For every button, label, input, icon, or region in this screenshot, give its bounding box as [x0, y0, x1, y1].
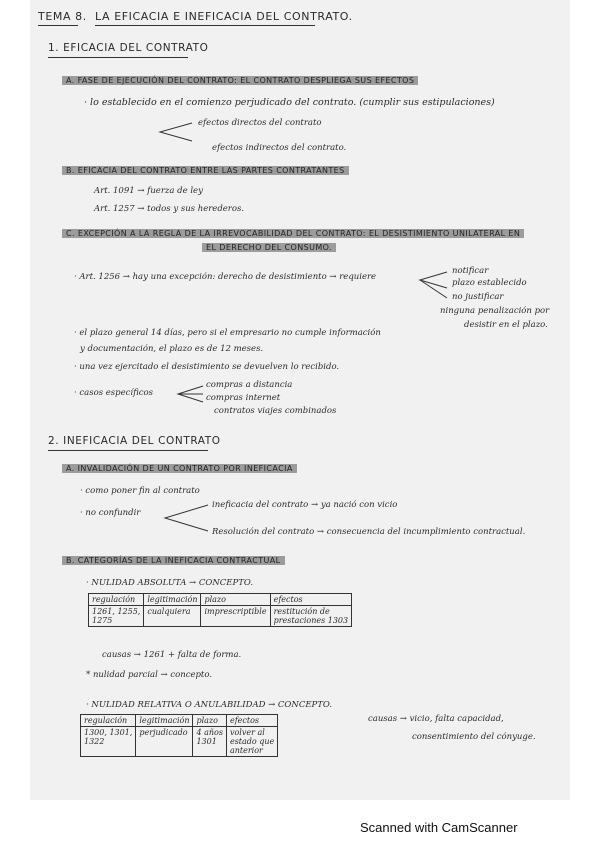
- section-2a-bullet-fin: · como poner fin al contrato: [80, 486, 200, 496]
- table-cell: restitución de prestaciones 1303: [270, 606, 352, 627]
- title-underline: [95, 25, 315, 26]
- table-cell: perjudicado: [136, 727, 193, 757]
- section-2-heading: 2. INEFICACIA DEL CONTRATO: [48, 435, 221, 447]
- plazo-general-line1: · el plazo general 14 días, pero si el empresario no cumple información: [74, 328, 381, 338]
- branch-ineficacia: ineficacia del contrato → ya nació con vicio: [212, 500, 398, 510]
- section-2-underline: [48, 450, 208, 451]
- section-1b-highlight: B. EFICACIA DEL CONTRATO ENTRE LAS PARTES CONTRATANTES: [62, 166, 349, 175]
- section-1a-branch-direct: efectos directos del contrato: [198, 118, 322, 128]
- table-row: [81, 727, 278, 757]
- table-header-cell: efectos: [270, 594, 352, 606]
- table-cell: volver al estado que anterior: [226, 727, 277, 757]
- causas-anulabilidad-line1: causas → vicio, falta capacidad,: [368, 714, 504, 724]
- section-1-heading: 1. EFICACIA DEL CONTRATO: [48, 42, 209, 54]
- nulidad-absoluta: · NULIDAD ABSOLUTA → CONCEPTO.: [86, 578, 254, 588]
- caso-distancia: compras a distancia: [206, 380, 293, 390]
- section-1b-art-1091: Art. 1091 → fuerza de ley: [94, 186, 203, 196]
- page-title: LA EFICACIA E INEFICACIA DEL CONTRATO.: [95, 10, 353, 23]
- plazo-general-line2: y documentación, el plazo es de 12 meses.: [80, 344, 264, 354]
- table-header-cell: plazo: [201, 594, 270, 606]
- caso-internet: compras internet: [206, 393, 281, 403]
- nulidad-absoluta-table: [88, 593, 352, 627]
- table-cell: 4 años 1301: [193, 727, 226, 757]
- causas-anulabilidad-line2: consentimiento del cónyuge.: [412, 732, 536, 742]
- causas-nulidad-absoluta: causas → 1261 + falta de forma.: [102, 650, 242, 660]
- section-1-underline: [48, 57, 188, 58]
- section-1c-highlight-line2: EL DERECHO DEL CONSUMO.: [202, 243, 336, 252]
- branch-lines-efectos: [160, 123, 192, 141]
- table-header-cell: legitimación: [144, 594, 201, 606]
- table-header-cell: regulación: [81, 715, 136, 727]
- table-cell: cualquiera: [144, 606, 201, 627]
- nulidad-relativa-table: [80, 714, 278, 757]
- branch-lines-requisitos-lower: [420, 280, 447, 298]
- tema-underline: [38, 25, 78, 26]
- table-row: [89, 606, 352, 627]
- section-1c-highlight-line1: C. EXCEPCIÓN A LA REGLA DE LA IRREVOCABILIDAD DEL CONTRATO: EL DESISTIMIENTO UNILATERAL EN: [62, 229, 524, 238]
- casos-especificos: · casos específicos: [74, 388, 154, 398]
- branch-lines-no-confundir: [165, 505, 208, 531]
- requirement-notificar: notificar: [452, 266, 489, 276]
- section-1a-bullet: · lo establecido en el comienzo perjudicado del contrato. (cumplir sus estipulaciones): [84, 97, 495, 108]
- section-2b-highlight: B. CATEGORÍAS DE LA INEFICACIA CONTRACTUAL: [62, 556, 285, 565]
- section-1a-branch-indirect: efectos indirectos del contrato.: [212, 143, 347, 153]
- table-header-cell: regulación: [89, 594, 144, 606]
- table-header-cell: efectos: [226, 715, 277, 727]
- section-2a-bullet-no-confundir: · no confundir: [80, 508, 141, 518]
- table-cell: imprescriptible: [201, 606, 270, 627]
- table-header-cell: plazo: [193, 715, 226, 727]
- table-header-row: [81, 715, 278, 727]
- section-1c-art-1256: · Art. 1256 → hay una excepción: derecho de desistimiento → requiere: [74, 272, 377, 282]
- table-header-cell: legitimación: [136, 715, 193, 727]
- section-1b-art-1257: Art. 1257 → todos y sus herederos.: [94, 204, 245, 214]
- branch-resolucion: Resolución del contrato → consecuencia del incumplimiento contractual.: [212, 527, 526, 537]
- section-1a-highlight: A. FASE DE EJECUCIÓN DEL CONTRATO: EL CONTRATO DESPLIEGA SUS EFECTOS: [62, 76, 418, 85]
- requirement-plazo: plazo establecido: [452, 278, 527, 288]
- caso-viajes: contratos viajes combinados: [214, 406, 337, 416]
- scanner-watermark: Scanned with CamScanner: [360, 820, 518, 835]
- table-cell: 1261, 1255, 1275: [89, 606, 144, 627]
- tema-number: TEMA 8.: [38, 10, 87, 23]
- section-2a-highlight: A. INVALIDACIÓN DE UN CONTRATO POR INEFICACIA: [62, 464, 297, 473]
- nulidad-relativa: · NULIDAD RELATIVA O ANULABILIDAD → CONCEPTO.: [86, 700, 333, 710]
- requirement-no-justificar: no justificar: [452, 292, 504, 302]
- nulidad-parcial: * nulidad parcial → concepto.: [86, 670, 213, 680]
- table-cell: 1300, 1301, 1322: [81, 727, 136, 757]
- desistimiento-devolucion: · una vez ejercitado el desistimiento se devuelven lo recibido.: [74, 362, 340, 372]
- requirement-penalizacion-cont: desistir en el plazo.: [464, 320, 548, 330]
- table-header-row: [89, 594, 352, 606]
- requirement-penalizacion: ninguna penalización por: [440, 306, 550, 316]
- branch-lines-requisitos-upper: [420, 272, 447, 288]
